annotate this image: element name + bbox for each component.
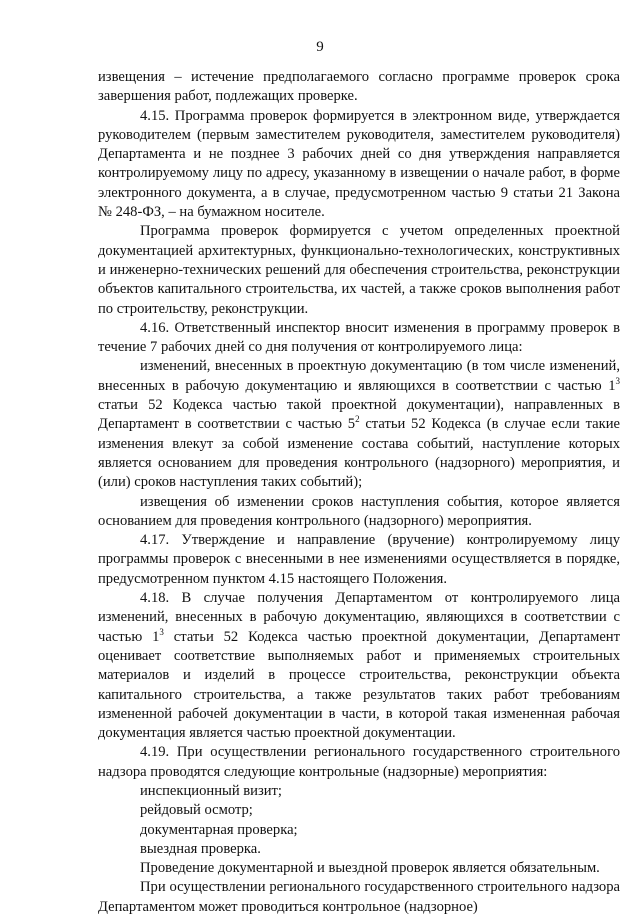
superscript: 2 [355,414,360,425]
paragraph: 4.15. Программа проверок формируется в электронном виде, утверждается руководителем (первым заместителем руководителя, заместителем руководителя) Департамента и не позднее 3 рабочих дней со дня утверждения направляется контролируемому лицу по адресу, указанному в извещении о начале работ, в форме электронного документа, а в случае, предусмотренном частью 9 статьи 21 Закона № 248-ФЗ, – на бумажном носителе. [98,107,620,221]
paragraph: 4.19. При осуществлении регионального государственного строительного надзора проводятся следующие контрольные (надзорные) мероприятия: [98,744,620,780]
paragraph [98,589,620,743]
paragraph: 4.17. Утверждение и направление (вручение) контролируемому лицу программы проверок с внесенными в нее изменениями осуществляется в порядке, предусмотренном пунктом 4.15 настоящего Положения. [98,532,620,587]
paragraph: выездная проверка. [140,840,261,857]
paragraph: Программа проверок формируется с учетом определенных проектной документацией архитектурных, функционально-технологических, конструктивных и инженерно-технических решений для обеспечения строительства, реконструкции объектов капитального строительства, их частей, а также сроков выполнения работ по строительству, реконструкции. [98,223,620,317]
paragraph: Проведение документарной и выездной проверок является обязательным. [140,860,600,877]
page-number: 9 [316,39,324,55]
text-run: статьи 52 Кодекса (в случае если такие изменения влекут за собой изменение состава событий, наступление которых является основанием для проведения контрольного (надзорного) мероприятия, и (или) сроков наступления таких событий); [98,416,620,491]
paragraph: инспекционный визит; [140,782,282,799]
paragraph: документарная проверка; [140,821,298,838]
text-run: статьи 52 Кодекса частью проектной документации, Департамент оценивает соответствие выполняемых работ и применяемых строительных материалов и изделий в процессе строительства, реконструкции объекта капитального строительства, а также результатов таких работ требованиям измененной рабочей документации в части, в которой такая измененная рабочая документация является частью проектной документации. [98,628,620,742]
paragraph: При осуществлении регионального государственного строительного надзора Департаментом может проводиться контрольное (надзорное) [98,879,620,915]
paragraph: извещения об изменении сроков наступления события, которое является основанием для проведения контрольного (надзорного) мероприятия. [98,493,620,529]
superscript: 3 [159,626,164,637]
paragraph: извещения – истечение предполагаемого согласно программе проверок срока завершения работ, подлежащих проверке. [98,69,620,105]
paragraph: 4.16. Ответственный инспектор вносит изменения в программу проверок в течение 7 рабочих дней со дня получения от контролируемого лица: [98,319,620,356]
text-run: изменений, внесенных в проектную документацию (в том числе изменений, внесенных в рабочую документацию и являющихся в соответствии с частью 1 [98,358,620,394]
paragraph [98,357,620,492]
text-run: статьи 52 Кодекса частью такой проектной документации), направленных в Департамент в соответствии с частью 5 [98,397,620,433]
superscript: 3 [615,375,620,386]
document-body [98,68,620,917]
text-run: 4.18. В случае получения Департаментом от контролируемого лица изменений, внесенных в рабочую документацию, являющихся в соответствии с частью 1 [98,590,620,645]
paragraph: рейдовый осмотр; [140,802,253,819]
